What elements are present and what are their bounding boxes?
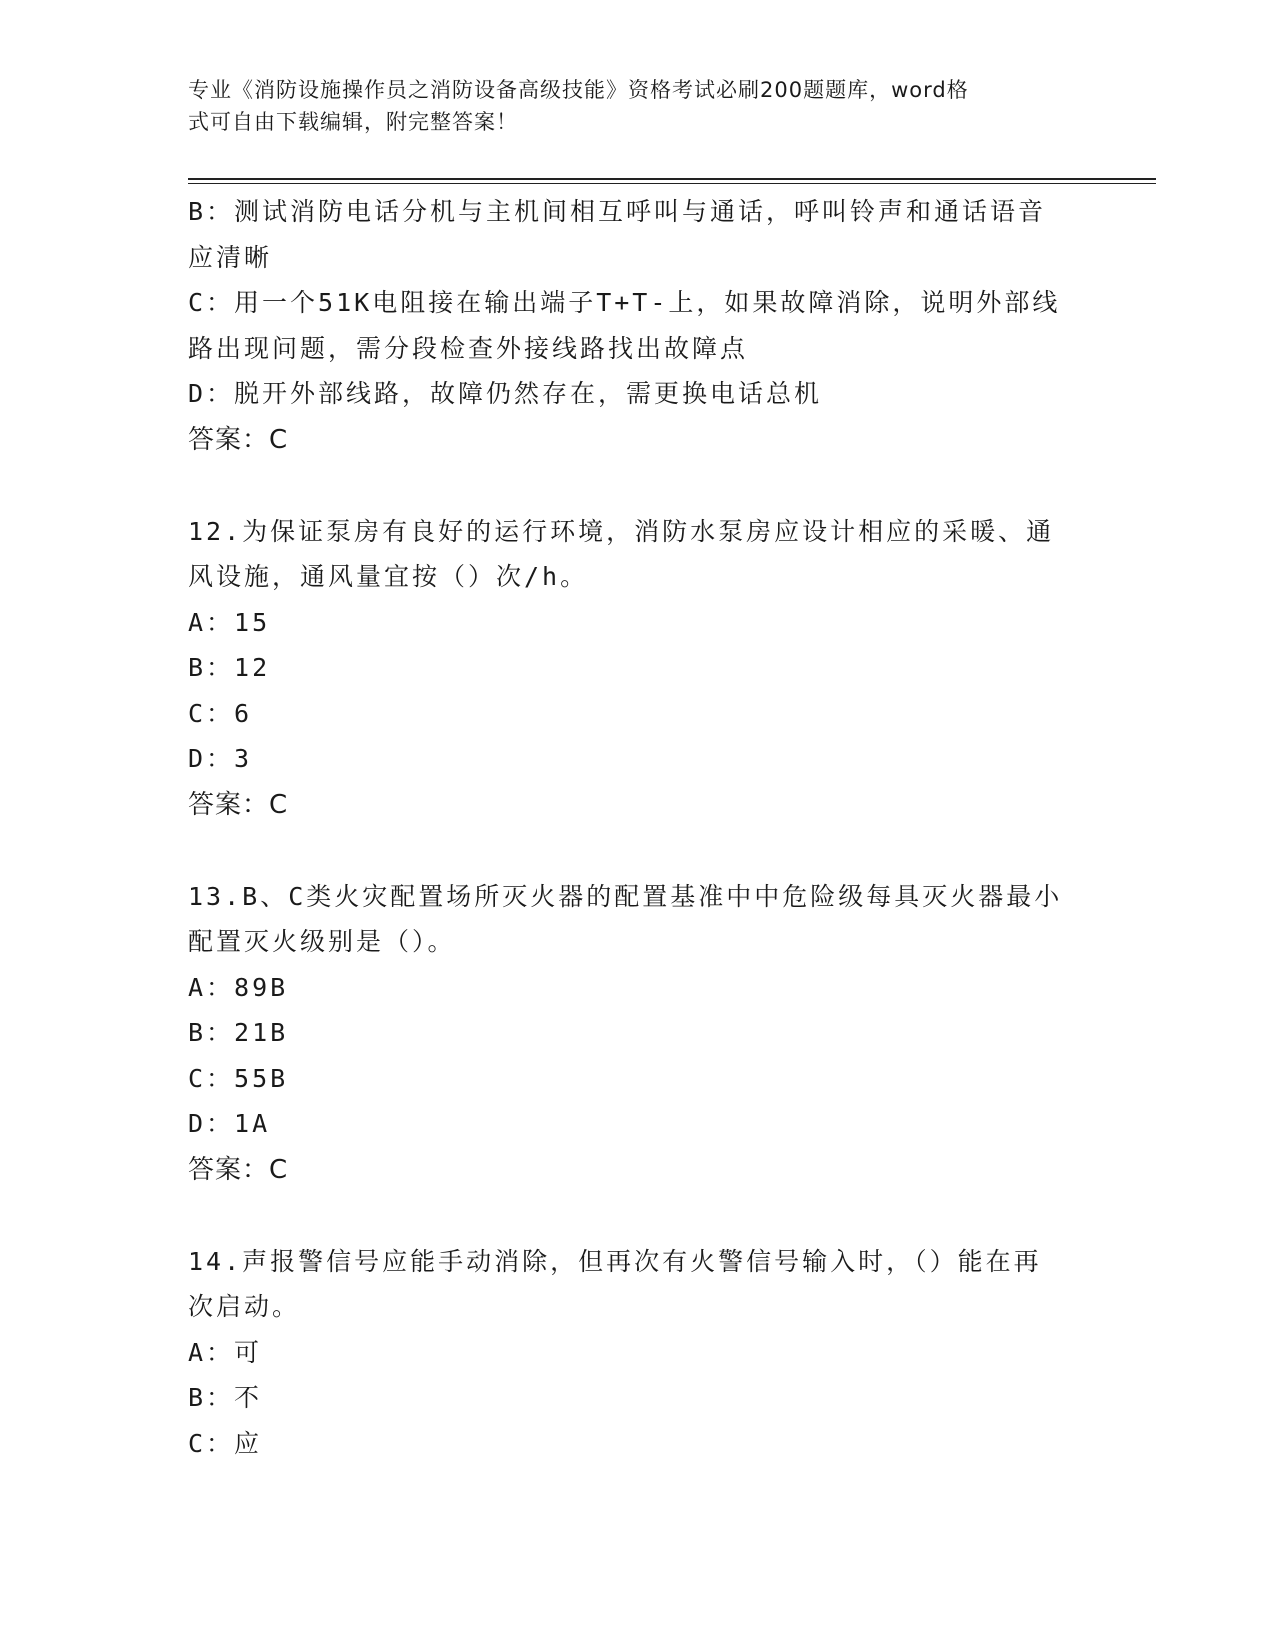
question-stem-line-1: 14.声报警信号应能手动消除，但再次有火警信号输入时，（）能在再 [188, 1246, 1042, 1276]
option-d: D：3 [188, 744, 253, 773]
option-c: C：6 [188, 698, 253, 728]
option-c: C：应 [188, 1428, 263, 1458]
answer: 答案：C [188, 1154, 289, 1185]
option-b: B：12 [188, 653, 271, 682]
question-11-continued [188, 189, 1108, 463]
question-14 [188, 1239, 1108, 1467]
option-a: A：15 [188, 607, 271, 637]
header-title-line-1: 专业《消防设施操作员之消防设备高级技能》资格考试必刷200题题库，word格 [188, 78, 969, 102]
option-a: A：89B [188, 972, 289, 1002]
question-spacer [188, 828, 1108, 874]
option-b-line-2: 应清晰 [188, 242, 273, 272]
header-title-line-2: 式可自由下载编辑，附完整答案！ [188, 110, 518, 134]
question-spacer [188, 463, 1108, 509]
document-header [188, 74, 1088, 138]
question-spacer [188, 1193, 1108, 1239]
question-stem-line-2: 次启动。 [188, 1292, 301, 1321]
question-13 [188, 874, 1108, 1193]
header-divider-thin [188, 183, 1156, 184]
option-b: B：21B [188, 1018, 289, 1047]
option-b: B：不 [188, 1383, 263, 1412]
option-d: D：脱开外部线路，故障仍然存在，需更换电话总机 [188, 379, 823, 408]
question-12 [188, 509, 1108, 828]
question-stem-line-1: 12.为保证泵房有良好的运行环境，消防水泵房应设计相应的采暖、通 [188, 516, 1055, 546]
option-a: A：可 [188, 1337, 263, 1367]
option-b-line-1: B：测试消防电话分机与主机间相互呼叫与通话，呼叫铃声和通话语音 [188, 197, 1047, 226]
option-c: C：55B [188, 1063, 289, 1093]
question-stem-line-2: 配置灭火级别是（）。 [188, 927, 456, 956]
option-c-line-2: 路出现问题，需分段检查外接线路找出故障点 [188, 333, 749, 363]
option-d: D：1A [188, 1109, 271, 1138]
question-stem-line-2: 风设施，通风量宜按（）次/h。 [188, 562, 589, 591]
question-stem-line-1: 13.B、C类火灾配置场所灭火器的配置基准中中危险级每具灭火器最小 [188, 881, 1063, 911]
answer: 答案：C [188, 789, 289, 820]
header-divider-thick [188, 178, 1156, 180]
question-list [188, 189, 1108, 1466]
answer: 答案：C [188, 424, 289, 455]
option-c-line-1: C：用一个51K电阻接在输出端子T+T-上，如果故障消除，说明外部线 [188, 288, 1061, 317]
